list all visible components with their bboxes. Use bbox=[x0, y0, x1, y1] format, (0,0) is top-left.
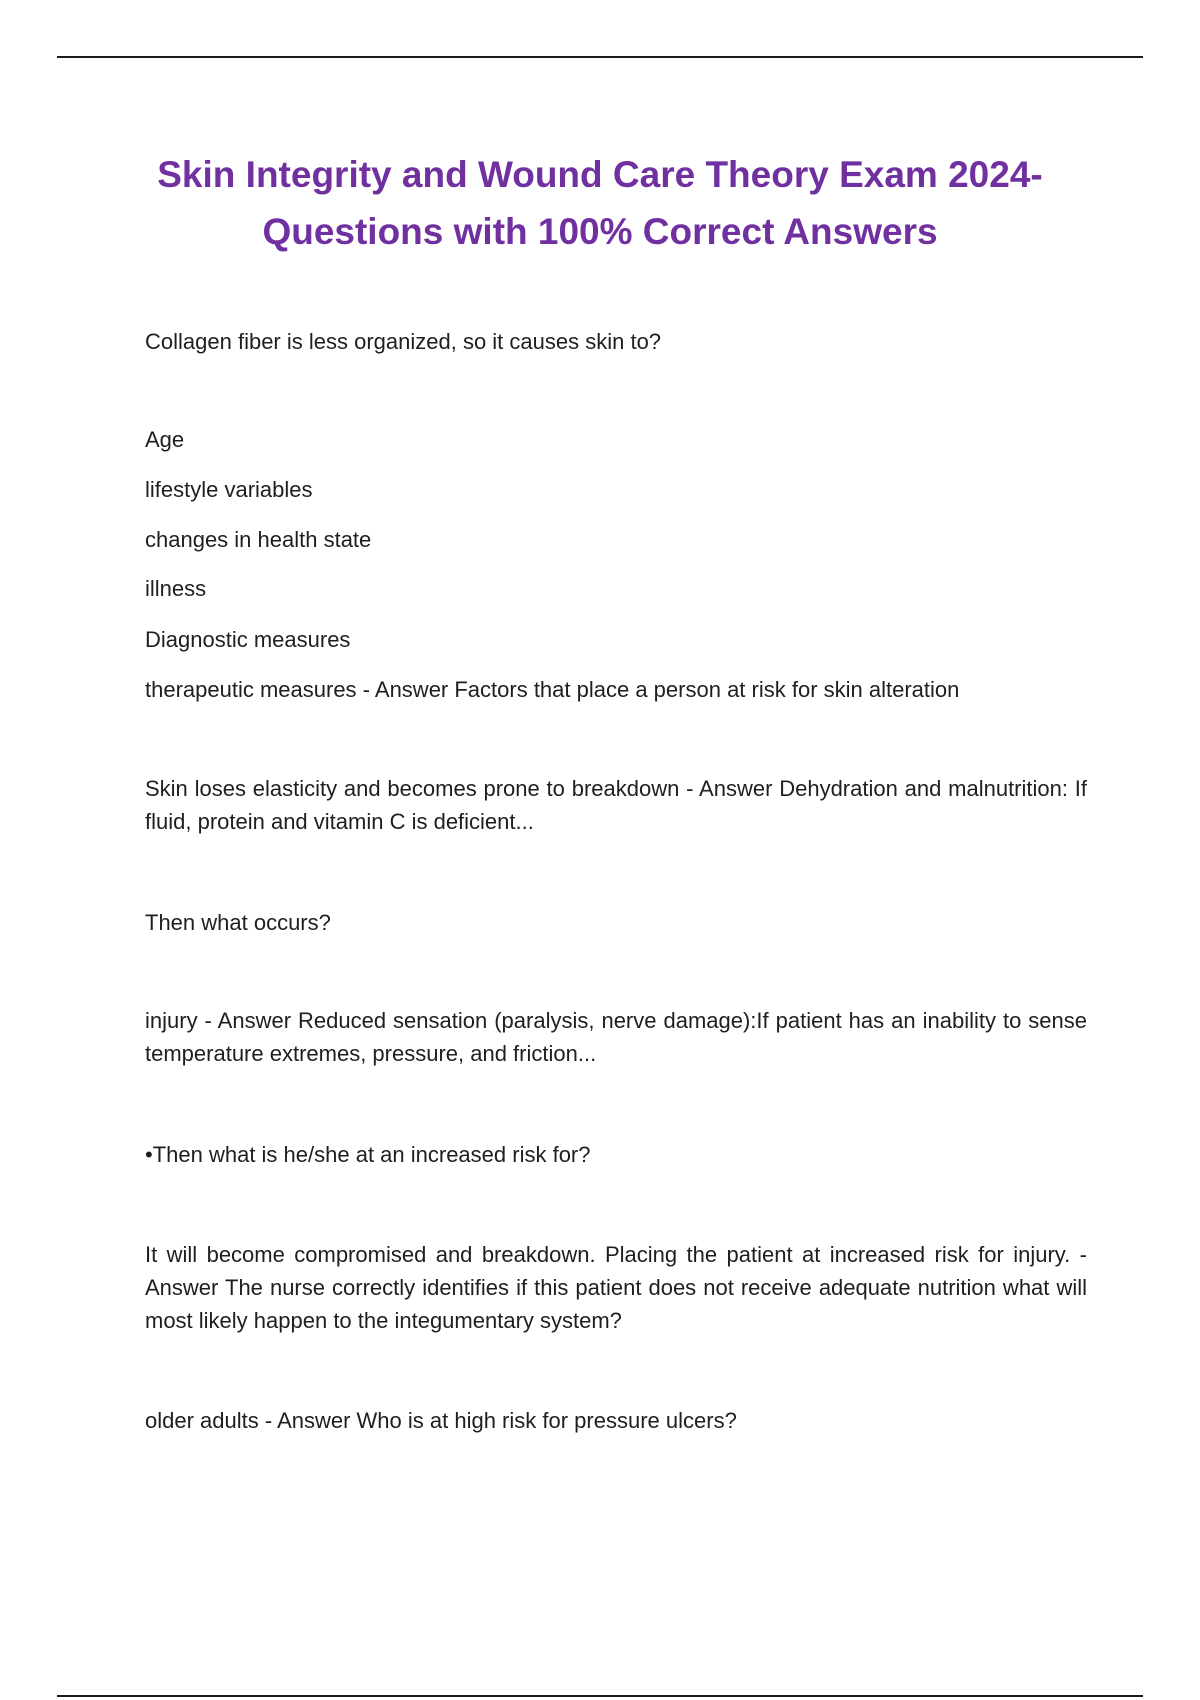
factor-item: lifestyle variables bbox=[145, 477, 313, 502]
question-text: •Then what is he/she at an increased risk for? bbox=[145, 1142, 591, 1167]
qa-paragraph: older adults - Answer Who is at high risk for pressure ulcers? bbox=[145, 1408, 737, 1433]
qa-paragraph: Skin loses elasticity and becomes prone to breakdown - Answer Dehydration and malnutrition: If fluid, protein and vitamin C is deficient... bbox=[145, 776, 1087, 834]
qa-paragraph: injury - Answer Reduced sensation (paralysis, nerve damage):If patient has an inability to sense temperature extremes, pressure, and friction... bbox=[145, 1008, 1087, 1066]
document-title: Skin Integrity and Wound Care Theory Exam 2024- Questions with 100% Correct Answers bbox=[157, 154, 1043, 252]
factor-item: Diagnostic measures bbox=[145, 627, 351, 652]
qa-paragraph: It will become compromised and breakdown. Placing the patient at increased risk for injury. - Answer The nurse correctly identifies if this patient does not receive adequate nutrition what will most likely happen to the integumentary system? bbox=[145, 1242, 1087, 1333]
factor-item: Age bbox=[145, 427, 185, 452]
factor-item: illness bbox=[145, 576, 207, 601]
question-text: Collagen fiber is less organized, so it causes skin to? bbox=[145, 329, 662, 354]
factor-item-answer: therapeutic measures - Answer Factors that place a person at risk for skin alteration bbox=[145, 677, 960, 702]
top-rule bbox=[57, 56, 1143, 58]
bottom-rule bbox=[57, 1695, 1143, 1697]
question-text: Then what occurs? bbox=[145, 910, 331, 935]
factor-item: changes in health state bbox=[145, 527, 372, 552]
